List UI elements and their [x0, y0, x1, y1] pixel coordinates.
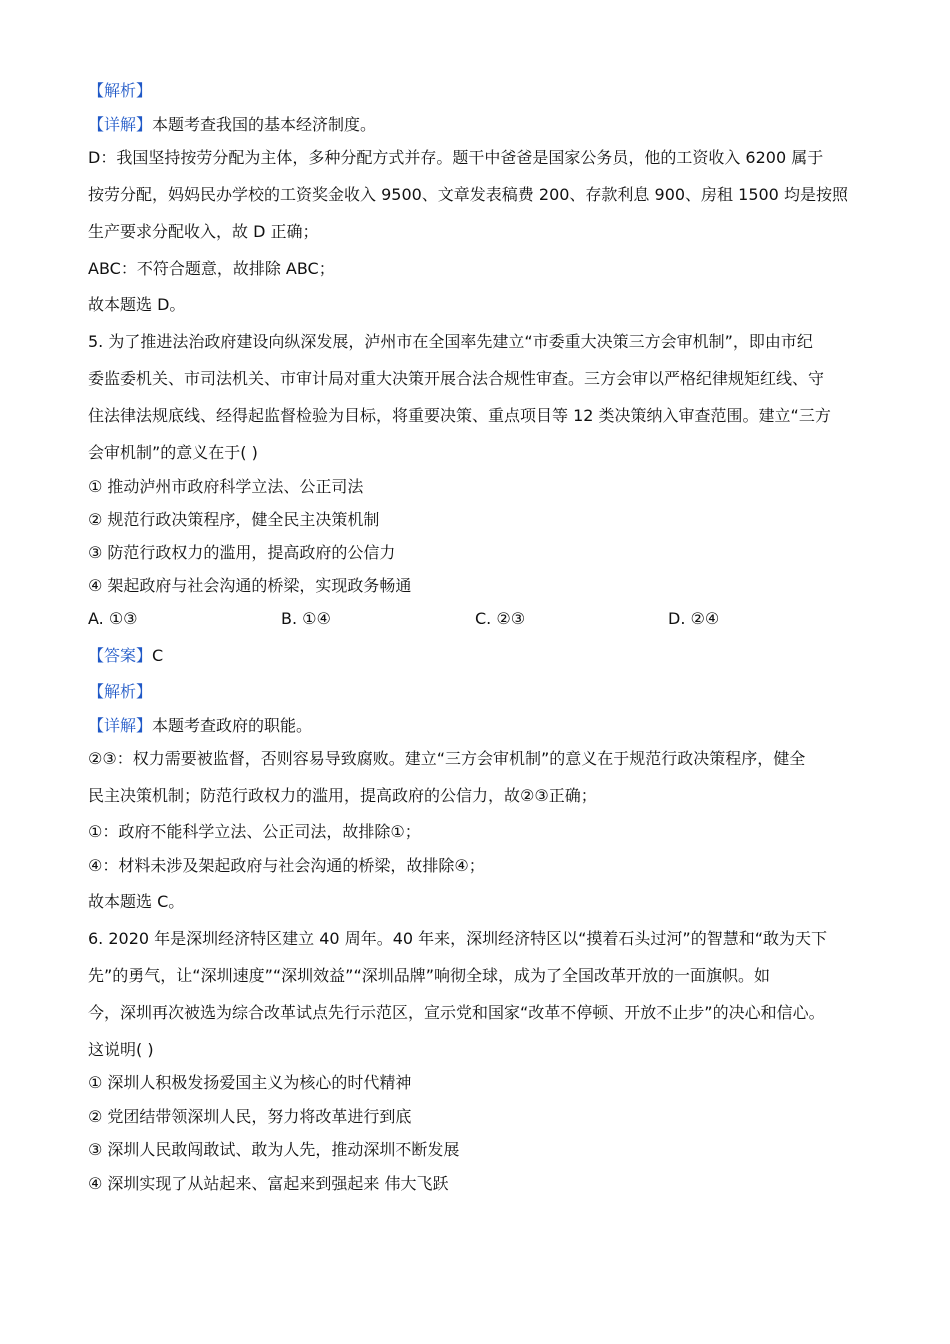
question-stem-line: 今，深圳再次被选为综合改革试点先行示范区，宣示党和国家“改革不停顿、开放不止步”的决心和信心。: [88, 1003, 825, 1022]
text-line: ABC：不符合题意，故排除 ABC；: [88, 259, 335, 278]
statement-item: ④ 架起政府与社会沟通的桥梁，实现政务畅通: [88, 576, 412, 595]
option-a: A. ①③: [88, 609, 138, 628]
jiexi-tag: 【解析】: [88, 81, 153, 100]
question-stem-line: 这说明( ): [88, 1040, 154, 1059]
jiexi-tag: 【解析】: [88, 682, 153, 701]
statement-item: ③ 深圳人民敢闯敢试、敢为人先，推动深圳不断发展: [88, 1140, 460, 1159]
option-b: B. ①④: [281, 609, 331, 628]
answer-tag: 【答案】: [88, 646, 153, 665]
statement-item: ③ 防范行政权力的滥用，提高政府的公信力: [88, 543, 396, 562]
option-c: C. ②③: [475, 609, 526, 628]
answer-value: C: [152, 646, 164, 665]
statement-item: ① 深圳人积极发扬爱国主义为核心的时代精神: [88, 1073, 412, 1092]
detail-text: 本题考查政府的职能。: [152, 716, 313, 735]
detail-text: 本题考查我国的基本经济制度。: [152, 115, 377, 134]
question-stem-line: 委监委机关、市司法机关、市审计局对重大决策开展合法合规性审查。三方会审以严格纪律规矩红线、守: [88, 369, 825, 388]
statement-item: ④ 深圳实现了从站起来、富起来到强起来 伟大飞跃: [88, 1174, 449, 1193]
option-d: D. ②④: [668, 609, 720, 628]
question-stem-line: 会审机制”的意义在于( ): [88, 443, 258, 462]
statement-item: ② 党团结带领深圳人民，努力将改革进行到底: [88, 1107, 412, 1126]
detail-tag: 【详解】: [88, 115, 153, 134]
analysis-line: ④：材料未涉及架起政府与社会沟通的桥梁，故排除④；: [88, 856, 485, 875]
statement-item: ① 推动泸州市政府科学立法、公正司法: [88, 477, 364, 496]
detail-line: [88, 115, 376, 135]
question-stem-line: 住法律法规底线、经得起监督检验为目标，将重要决策、重点项目等 12 类决策纳入审查范围。建立“三方: [88, 406, 831, 425]
analysis-line: ②③：权力需要被监督，否则容易导致腐败。建立“三方会审机制”的意义在于规范行政决策程序，健全: [88, 749, 806, 768]
question-stem-line: 先”的勇气，让“深圳速度”“深圳效益”“深圳品牌”响彻全球，成为了全国改革开放的一面旗帜。如: [88, 966, 771, 985]
detail-tag: 【详解】: [88, 716, 153, 735]
text-line: 按劳分配，妈妈民办学校的工资奖金收入 9500、文章发表稿费 200、存款利息 900、房租 1500 均是按照: [88, 185, 848, 204]
analysis-line: 故本题选 C。: [88, 892, 185, 911]
question-stem-line: 6. 2020 年是深圳经济特区建立 40 周年。40 年来，深圳经济特区以“摸着石头过河”的智慧和“敢为天下: [88, 929, 828, 948]
answer-line: [88, 646, 163, 666]
analysis-line: ①：政府不能科学立法、公正司法，故排除①；: [88, 822, 421, 841]
text-line: 生产要求分配收入，故 D 正确；: [88, 222, 319, 241]
analysis-line: 民主决策机制；防范行政权力的滥用，提高政府的公信力，故②③正确；: [88, 786, 597, 805]
statement-item: ② 规范行政决策程序，健全民主决策机制: [88, 510, 380, 529]
text-line: 故本题选 D。: [88, 295, 186, 314]
detail-line: [88, 716, 312, 736]
question-stem-line: 5. 为了推进法治政府建设向纵深发展，泸州市在全国率先建立“市委重大决策三方会审机制”，即由市纪: [88, 332, 813, 351]
text-line: D：我国坚持按劳分配为主体，多种分配方式并存。题干中爸爸是国家公务员，他的工资收入 6200 属于: [88, 148, 824, 167]
